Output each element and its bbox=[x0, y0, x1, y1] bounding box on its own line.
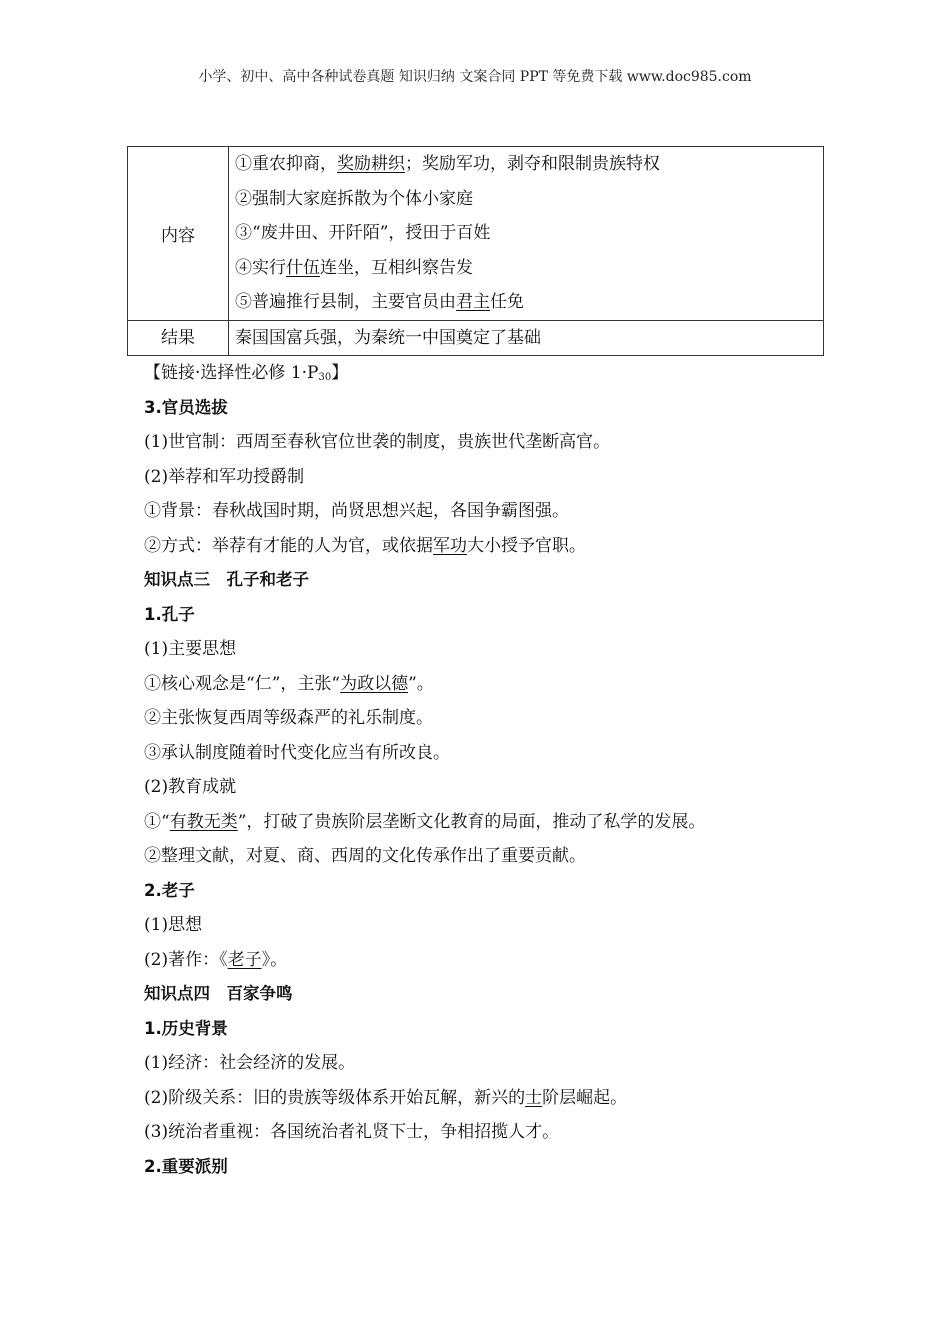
result-cell: 秦国国富兵强，为秦统一中国奠定了基础 bbox=[229, 320, 824, 355]
page-header: 小学、初中、高中各种试卷真题 知识归纳 文案合同 PPT 等免费下载 www.doc985.com bbox=[198, 69, 752, 85]
paragraph: (1)主要思想 bbox=[144, 639, 237, 659]
knowledge-point-title: 知识点四 百家争鸣 bbox=[144, 984, 293, 1003]
paragraph: ①“有教无类”，打破了贵族阶层垄断文化教育的局面，推动了私学的发展。 bbox=[144, 811, 706, 832]
paragraph: (2)阶级关系：旧的贵族等级体系开始瓦解，新兴的士阶层崛起。 bbox=[144, 1087, 628, 1108]
row-label-content: 内容 bbox=[128, 147, 229, 321]
document-body bbox=[144, 356, 844, 1184]
link-note: 【链接·选择性必修 $1\cdot P_{30}$】 bbox=[144, 363, 349, 383]
paragraph: (1)世官制：西周至春秋官位世袭的制度，贵族世代垄断高官。 bbox=[144, 432, 611, 452]
paragraph: (1)思想 bbox=[144, 915, 203, 935]
section-title: 1.历史背景 bbox=[144, 1018, 228, 1038]
paragraph: ②整理文献，对夏、商、西周的文化传承作出了重要贡献。 bbox=[144, 846, 586, 866]
paragraph: ①核心观念是“仁”，主张“为政以德”。 bbox=[144, 673, 434, 694]
paragraph: (2)著作：《老子》。 bbox=[144, 949, 288, 970]
row-label-result: 结果 bbox=[128, 320, 229, 355]
table-row bbox=[128, 320, 824, 355]
content-table bbox=[127, 146, 824, 356]
paragraph: (1)经济：社会经济的发展。 bbox=[144, 1053, 356, 1073]
paragraph: (2)教育成就 bbox=[144, 777, 237, 797]
content-cell bbox=[229, 147, 824, 321]
paragraph: (2)举荐和军功授爵制 bbox=[144, 466, 305, 487]
table-row bbox=[128, 147, 824, 321]
paragraph: ①背景：春秋战国时期，尚贤思想兴起，各国争霸图强。 bbox=[144, 501, 569, 521]
section-title: 1.孔子 bbox=[144, 604, 195, 624]
paragraph: ②主张恢复西周等级森严的礼乐制度。 bbox=[144, 708, 433, 728]
section-title: 2.老子 bbox=[144, 880, 195, 900]
section-title: 2.重要派别 bbox=[144, 1156, 228, 1176]
list-item: ④实行什伍连坐，互相纠察告发 bbox=[235, 257, 473, 278]
knowledge-point-title: 知识点三 孔子和老子 bbox=[144, 570, 309, 589]
list-item: ②强制大家庭拆散为个体小家庭 bbox=[235, 188, 473, 209]
list-item: ③“废井田、开阡陌”，授田于百姓 bbox=[235, 223, 491, 243]
section-title: 3.官员选拔 bbox=[144, 397, 228, 417]
paragraph: ②方式：举荐有才能的人为官，或依据军功大小授予官职。 bbox=[144, 535, 586, 556]
list-item: ⑤普遍推行县制，主要官员由君主任免 bbox=[235, 292, 524, 312]
paragraph: (3)统治者重视：各国统治者礼贤下士，争相招揽人才。 bbox=[144, 1122, 560, 1142]
paragraph: ③承认制度随着时代变化应当有所改良。 bbox=[144, 742, 450, 763]
list-item: ①重农抑商，奖励耕织；奖励军功，剥夺和限制贵族特权 bbox=[235, 154, 660, 174]
